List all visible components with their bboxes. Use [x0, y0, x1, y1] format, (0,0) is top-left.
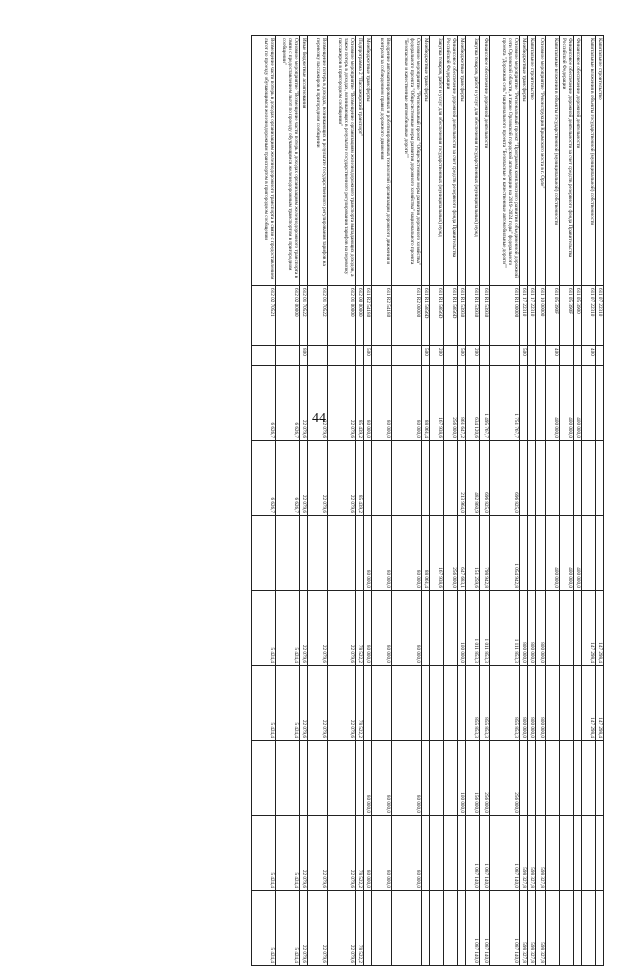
row-code-cell: 611 17 22310	[520, 286, 528, 346]
row-name-cell: Основное мероприятие "Реконструкция Крымского моста в г. Орле"	[536, 36, 546, 286]
table-row	[252, 36, 276, 966]
row-value-cell: 861 647,2	[458, 366, 466, 441]
row-type-cell	[596, 346, 604, 366]
row-value-cell	[574, 816, 582, 891]
row-value-cell	[528, 441, 536, 516]
row-value-cell	[422, 891, 430, 966]
row-value-cell	[546, 891, 560, 966]
row-value-cell: 22 079,6	[300, 441, 308, 516]
table-row	[528, 36, 536, 966]
row-code-cell: 611 17 22310	[528, 286, 536, 346]
row-value-cell	[308, 741, 328, 816]
row-value-cell: 1 087 140,0	[490, 816, 520, 891]
table-row	[328, 36, 356, 966]
row-code-cell: 611 R1 53930	[480, 286, 490, 346]
row-value-cell: 78 522,2	[356, 666, 364, 741]
row-value-cell: 88 061,4	[422, 366, 430, 441]
row-value-cell	[596, 516, 604, 591]
row-value-cell	[392, 441, 422, 516]
table-row	[596, 36, 604, 966]
row-code-cell: 611 R2 54180	[372, 286, 392, 346]
row-value-cell: 80 000,0	[372, 516, 392, 591]
row-value-cell: 78 522,2	[356, 591, 364, 666]
row-value-cell	[372, 891, 392, 966]
row-value-cell	[560, 441, 574, 516]
row-value-cell: 80 000,0	[392, 366, 422, 441]
row-value-cell: 22 079,6	[300, 816, 308, 891]
row-name-cell: Внедрение автоматизированных и роботизированных технологий организации дорожного движения и контроля за соблюдением правил дорожного движения	[372, 36, 392, 286]
row-value-cell	[356, 741, 364, 816]
row-name-cell: Возмещение части потерь в доходах организациям железнодорожного транспорта в связи с предоставлением льгот по проезду обучающимся железнодорожным транспортом в пригородном сообщении	[252, 36, 276, 286]
row-value-cell: 598 327,8	[528, 816, 536, 891]
row-value-cell: 634 120,6	[466, 366, 480, 441]
row-name-cell: Возмещение потерь в доходах, возникающих в результате государственного регулирования тарифов на перевозку пассажиров в пригородном сообщении	[308, 36, 328, 286]
row-value-cell: 147 298,4	[582, 666, 596, 741]
row-value-cell	[430, 666, 444, 741]
row-type-cell	[444, 346, 458, 366]
row-value-cell	[276, 516, 300, 591]
row-name-cell: Закупка товаров, работ и услуг для обеспечения государственных (муниципальных) нужд	[430, 36, 444, 286]
row-value-cell: 22 079,6	[328, 366, 356, 441]
row-value-cell	[574, 591, 582, 666]
row-value-cell: 80 000,0	[364, 591, 372, 666]
row-name-cell: Основное мероприятие "Возмещение организациям железнодорожного транспорта выпадающих доходов, а также потерь в доходах, возникающих в результате государственного регулирования тарифов на перевозку пассажиров в пригородном сообщении"	[328, 36, 356, 286]
row-value-cell	[356, 516, 364, 591]
row-value-cell: 598 327,8	[536, 816, 546, 891]
row-value-cell	[520, 441, 528, 516]
row-value-cell	[536, 516, 546, 591]
row-value-cell: 213 964,0	[458, 441, 466, 516]
row-value-cell: 80 000,0	[364, 816, 372, 891]
row-name-cell: Финансовое обеспечение дорожной деятельности за счет средств резервного фонда Правительства Российской Федерации	[444, 36, 458, 286]
row-value-cell	[582, 441, 596, 516]
row-value-cell	[300, 741, 308, 816]
row-code-cell: 611 05 390F	[546, 286, 560, 346]
table-row	[536, 36, 546, 966]
row-code-cell: 612 01 00000	[328, 286, 356, 346]
row-value-cell	[392, 891, 422, 966]
row-name-cell: Финансовое обеспечение дорожной деятельности за счет средств резервного фонда Правительства Российской Федерации	[560, 36, 574, 286]
row-value-cell	[574, 741, 582, 816]
row-value-cell	[546, 741, 560, 816]
row-name-cell: Межбюджетные трансферты	[364, 36, 372, 286]
table-row	[466, 36, 480, 966]
row-value-cell	[536, 741, 546, 816]
row-value-cell: 80 000,0	[392, 741, 422, 816]
row-value-cell	[546, 666, 560, 741]
row-code-cell: 611 R1 5856D	[444, 286, 458, 346]
row-value-cell: 22 079,6	[308, 666, 328, 741]
row-name-cell: Иные бюджетные ассигнования	[300, 36, 308, 286]
row-value-cell	[574, 666, 582, 741]
row-value-cell	[444, 816, 458, 891]
row-value-cell: 400 000,0	[560, 366, 574, 441]
row-value-cell	[430, 741, 444, 816]
row-value-cell: 147 298,4	[596, 666, 604, 741]
row-value-cell: 85 439,2	[356, 366, 364, 441]
row-code-cell: 611 R1 5856D	[430, 286, 444, 346]
row-value-cell: 22 079,6	[328, 441, 356, 516]
row-type-cell	[356, 346, 364, 366]
row-type-cell: 400	[582, 346, 596, 366]
row-value-cell: 1 751 767,7	[490, 366, 520, 441]
row-type-cell: 500	[458, 346, 466, 366]
row-name-cell: Основное мероприятие "Региональный проект "Программа комплексного развития объединенной дорожной сети Орловской области, а также Орловской городской агломерации на 2019–2024 годы" федерального проекта "Дорожная сеть" национального проекта "Безопасные и качественные автомобильные дороги""	[490, 36, 520, 286]
row-value-cell: 798 942,8	[480, 516, 490, 591]
row-value-cell: 156 000,0	[466, 741, 480, 816]
row-value-cell	[364, 441, 372, 516]
row-value-cell: 256 000,0	[444, 366, 458, 441]
budget-table	[251, 35, 604, 966]
row-value-cell: 22 079,6	[308, 891, 328, 966]
row-value-cell	[422, 591, 430, 666]
row-value-cell: 167 938,6	[430, 366, 444, 441]
row-value-cell: 800 000,0	[536, 591, 546, 666]
row-value-cell: 80 000,0	[364, 516, 372, 591]
row-value-cell	[560, 891, 574, 966]
row-code-cell: 612 02 00000	[276, 286, 300, 346]
row-code-cell: 612 01 70522	[300, 286, 308, 346]
row-value-cell	[582, 816, 596, 891]
row-value-cell: 598 327,8	[528, 891, 536, 966]
table-row	[392, 36, 422, 966]
table-row	[480, 36, 490, 966]
row-value-cell	[308, 516, 328, 591]
row-code-cell: 611 R2 00000	[392, 286, 422, 346]
row-value-cell	[252, 741, 276, 816]
row-value-cell: 78 522,2	[356, 891, 364, 966]
row-type-cell: 500	[364, 346, 372, 366]
row-code-cell: 611 05 390F	[560, 286, 574, 346]
table-row	[300, 36, 308, 966]
table-row	[308, 36, 328, 966]
row-value-cell	[582, 516, 596, 591]
row-name-cell: Капитальное строительство	[596, 36, 604, 286]
row-value-cell: 85 439,2	[356, 441, 364, 516]
row-type-cell	[536, 346, 546, 366]
row-value-cell: 5 424,4	[252, 816, 276, 891]
row-value-cell	[528, 366, 536, 441]
row-value-cell: 800 000,0	[536, 666, 546, 741]
row-value-cell: 22 079,6	[300, 891, 308, 966]
row-value-cell: 22 079,6	[328, 816, 356, 891]
row-value-cell	[582, 741, 596, 816]
row-value-cell	[560, 666, 574, 741]
table-row	[444, 36, 458, 966]
row-value-cell: 256 000,0	[444, 516, 458, 591]
row-value-cell	[444, 891, 458, 966]
table-row	[574, 36, 582, 966]
row-value-cell	[458, 816, 466, 891]
row-value-cell: 80 000,0	[364, 741, 372, 816]
row-name-cell: Закупка товаров, работ и услуг для обеспечения государственных (муниципальных) нужд	[466, 36, 480, 286]
row-name-cell: Межбюджетные трансферты	[458, 36, 466, 286]
row-name-cell: Подпрограмма 2 "Пассажирский транспорт"	[356, 36, 364, 286]
row-value-cell: 22 079,6	[308, 441, 328, 516]
row-value-cell: 400 000,0	[546, 516, 560, 591]
row-type-cell	[328, 346, 356, 366]
row-value-cell: 5 424,4	[252, 666, 276, 741]
row-value-cell: 855 853,3	[480, 666, 490, 741]
row-value-cell: 5 424,4	[276, 891, 300, 966]
row-code-cell: 611 R1 53930	[458, 286, 466, 346]
row-value-cell	[546, 591, 560, 666]
table-row	[490, 36, 520, 966]
table-row	[364, 36, 372, 966]
row-name-cell: Основное мероприятие "Возмещение части потерь в доходах организациям железнодорожного транспорта в связи с предоставлением льгот по проезду обучающимся железнодорожным транспортом в пригородном сообщении"	[276, 36, 300, 286]
row-value-cell	[528, 516, 536, 591]
row-name-cell: Финансовое обеспечение дорожной деятельности	[574, 36, 582, 286]
row-type-cell	[560, 346, 574, 366]
row-value-cell	[574, 891, 582, 966]
row-code-cell: 611 07 22310	[596, 286, 604, 346]
row-value-cell: 22 079,6	[328, 891, 356, 966]
row-type-cell: 400	[546, 346, 560, 366]
row-code-cell: 611 R1 53930	[466, 286, 480, 346]
row-value-cell: 100 000,0	[458, 741, 466, 816]
row-type-cell: 500	[520, 346, 528, 366]
row-value-cell	[430, 891, 444, 966]
row-type-cell: 800	[300, 346, 308, 366]
row-value-cell: 151 259,6	[466, 516, 480, 591]
row-value-cell: 5 424,4	[276, 816, 300, 891]
row-value-cell: 482 860,9	[466, 441, 480, 516]
row-value-cell	[560, 741, 574, 816]
row-value-cell: 5 424,4	[252, 891, 276, 966]
row-value-cell: 400 000,0	[574, 516, 582, 591]
table-row	[560, 36, 574, 966]
row-value-cell: 855 853,3	[466, 666, 480, 741]
row-value-cell	[372, 441, 392, 516]
row-name-cell: Капитальные вложения в объекты государственной (муниципальной) собственности	[546, 36, 560, 286]
row-value-cell: 22 079,6	[328, 666, 356, 741]
row-value-cell: 22 079,6	[300, 366, 308, 441]
row-value-cell	[300, 516, 308, 591]
row-value-cell	[582, 891, 596, 966]
table-row	[546, 36, 560, 966]
row-value-cell: 5 424,4	[276, 666, 300, 741]
row-value-cell	[596, 741, 604, 816]
row-value-cell	[364, 666, 372, 741]
row-value-cell: 22 079,6	[300, 666, 308, 741]
row-value-cell	[444, 741, 458, 816]
row-value-cell	[422, 816, 430, 891]
row-value-cell: 22 079,6	[328, 591, 356, 666]
row-value-cell	[422, 666, 430, 741]
row-value-cell: 100 000,0	[458, 591, 466, 666]
rotated-table-container	[58, 35, 604, 963]
row-name-cell: Межбюджетные трансферты	[422, 36, 430, 286]
row-value-cell: 6 626,7	[276, 366, 300, 441]
row-value-cell: 400 000,0	[574, 366, 582, 441]
row-value-cell	[364, 891, 372, 966]
row-value-cell: 22 079,6	[308, 366, 328, 441]
row-value-cell: 5 424,4	[252, 591, 276, 666]
row-value-cell: 1 054 942,8	[490, 516, 520, 591]
row-value-cell: 400 000,0	[560, 516, 574, 591]
row-type-cell	[480, 346, 490, 366]
row-name-cell: Капитальное строительство	[528, 36, 536, 286]
row-name-cell: Основное мероприятие "Региональный проект "Общесистемные меры развития дорожного хозяйства" федерального проекта "Общесистемные меры развития дорожного хозяйства" национального проекта "Безопасные и качественные автомобильные дороги""	[392, 36, 422, 286]
row-value-cell: 800 000,0	[520, 591, 528, 666]
table-row	[276, 36, 300, 966]
row-value-cell: 855 853,3	[490, 666, 520, 741]
row-value-cell: 80 000,0	[392, 516, 422, 591]
row-value-cell	[328, 516, 356, 591]
row-value-cell: 696 825,0	[490, 441, 520, 516]
row-value-cell: 1 087 140,0	[466, 891, 480, 966]
row-value-cell: 256 000,0	[490, 741, 520, 816]
table-row	[356, 36, 364, 966]
row-value-cell: 1 011 853,3	[466, 591, 480, 666]
row-name-cell: Капитальные вложения в объекты государственной (муниципальной) собственности	[582, 36, 596, 286]
row-value-cell: 800 000,0	[528, 666, 536, 741]
row-value-cell: 696 825,0	[480, 441, 490, 516]
row-value-cell	[392, 666, 422, 741]
row-value-cell	[596, 441, 604, 516]
table-row	[422, 36, 430, 966]
page-number: 44	[312, 411, 326, 426]
row-code-cell: 611 R1 00000	[490, 286, 520, 346]
row-value-cell	[458, 891, 466, 966]
row-value-cell	[252, 516, 276, 591]
table-row	[430, 36, 444, 966]
row-value-cell: 1 011 853,3	[480, 591, 490, 666]
row-value-cell	[582, 366, 596, 441]
row-type-cell	[276, 346, 300, 366]
row-value-cell	[430, 816, 444, 891]
row-name-cell: Межбюджетные трансферты	[520, 36, 528, 286]
row-value-cell: 147 298,4	[582, 591, 596, 666]
row-value-cell	[596, 366, 604, 441]
row-type-cell	[490, 346, 520, 366]
row-name-cell: Финансовое обеспечение дорожной деятельности	[480, 36, 490, 286]
row-value-cell: 400 000,0	[546, 366, 560, 441]
row-code-cell: 611 05 3900	[574, 286, 582, 346]
row-type-cell: 500	[422, 346, 430, 366]
row-value-cell	[458, 666, 466, 741]
row-value-cell: 256 000,0	[480, 741, 490, 816]
row-value-cell: 1 087 140,0	[480, 816, 490, 891]
row-value-cell: 80 000,0	[364, 366, 372, 441]
row-type-cell	[372, 346, 392, 366]
row-value-cell: 598 327,8	[520, 816, 528, 891]
row-value-cell: 1 495 767,7	[480, 366, 490, 441]
row-value-cell	[444, 591, 458, 666]
row-value-cell: 80 000,0	[392, 816, 422, 891]
row-code-cell: 611 R1 5856D	[422, 286, 430, 346]
row-value-cell: 6 626,7	[276, 441, 300, 516]
row-value-cell: 598 327,8	[520, 891, 528, 966]
budget-table-body	[252, 36, 604, 966]
row-value-cell: 80 000,0	[372, 591, 392, 666]
row-value-cell: 6 626,7	[252, 366, 276, 441]
row-value-cell: 88 061,4	[422, 516, 430, 591]
row-value-cell	[546, 441, 560, 516]
table-row	[458, 36, 466, 966]
row-value-cell	[536, 441, 546, 516]
row-value-cell	[520, 516, 528, 591]
row-value-cell	[520, 741, 528, 816]
row-value-cell: 80 000,0	[372, 816, 392, 891]
row-code-cell: 612 02 70521	[252, 286, 276, 346]
row-value-cell: 1 087 140,0	[480, 891, 490, 966]
row-value-cell: 1 111 853,3	[490, 591, 520, 666]
row-value-cell	[560, 591, 574, 666]
row-value-cell: 800 000,0	[528, 591, 536, 666]
row-type-cell: 200	[466, 346, 480, 366]
row-value-cell	[574, 441, 582, 516]
row-type-cell	[528, 346, 536, 366]
row-type-cell: 200	[430, 346, 444, 366]
row-value-cell: 598 327,8	[536, 891, 546, 966]
row-code-cell: 612 00 00000	[356, 286, 364, 346]
row-code-cell: 611 07 22310	[582, 286, 596, 346]
row-value-cell: 800 000,0	[520, 666, 528, 741]
row-value-cell	[430, 441, 444, 516]
row-value-cell	[546, 816, 560, 891]
row-value-cell: 647 683,1	[458, 516, 466, 591]
row-value-cell	[328, 741, 356, 816]
row-type-cell	[392, 346, 422, 366]
row-value-cell: 80 000,0	[372, 741, 392, 816]
rotated-table-viewport	[58, 35, 604, 963]
row-value-cell: 78 522,2	[356, 816, 364, 891]
row-type-cell	[252, 346, 276, 366]
table-row	[582, 36, 596, 966]
row-type-cell	[574, 346, 582, 366]
table-row	[520, 36, 528, 966]
row-value-cell: 80 000,0	[372, 366, 392, 441]
row-value-cell	[430, 591, 444, 666]
row-value-cell: 22 079,6	[308, 591, 328, 666]
row-value-cell	[528, 741, 536, 816]
row-value-cell	[422, 441, 430, 516]
table-row	[372, 36, 392, 966]
row-value-cell: 167 938,6	[430, 516, 444, 591]
row-code-cell: 612 01 70522	[308, 286, 328, 346]
row-type-cell	[308, 346, 328, 366]
row-value-cell	[596, 891, 604, 966]
row-value-cell	[444, 666, 458, 741]
row-value-cell	[276, 741, 300, 816]
row-value-cell	[372, 666, 392, 741]
row-value-cell	[444, 441, 458, 516]
row-value-cell: 147 298,4	[596, 591, 604, 666]
row-value-cell	[520, 366, 528, 441]
row-value-cell: 80 000,0	[392, 591, 422, 666]
row-value-cell	[422, 741, 430, 816]
row-code-cell: 611 R2 54180	[364, 286, 372, 346]
row-value-cell: 1 087 140,0	[466, 816, 480, 891]
row-value-cell	[560, 816, 574, 891]
row-value-cell: 5 424,4	[276, 591, 300, 666]
row-value-cell: 6 626,7	[252, 441, 276, 516]
row-value-cell	[536, 366, 546, 441]
row-value-cell: 1 087 140,0	[490, 891, 520, 966]
row-value-cell: 22 079,6	[300, 591, 308, 666]
row-code-cell: 611 10 00000	[536, 286, 546, 346]
row-value-cell	[596, 816, 604, 891]
row-value-cell: 22 079,6	[308, 816, 328, 891]
